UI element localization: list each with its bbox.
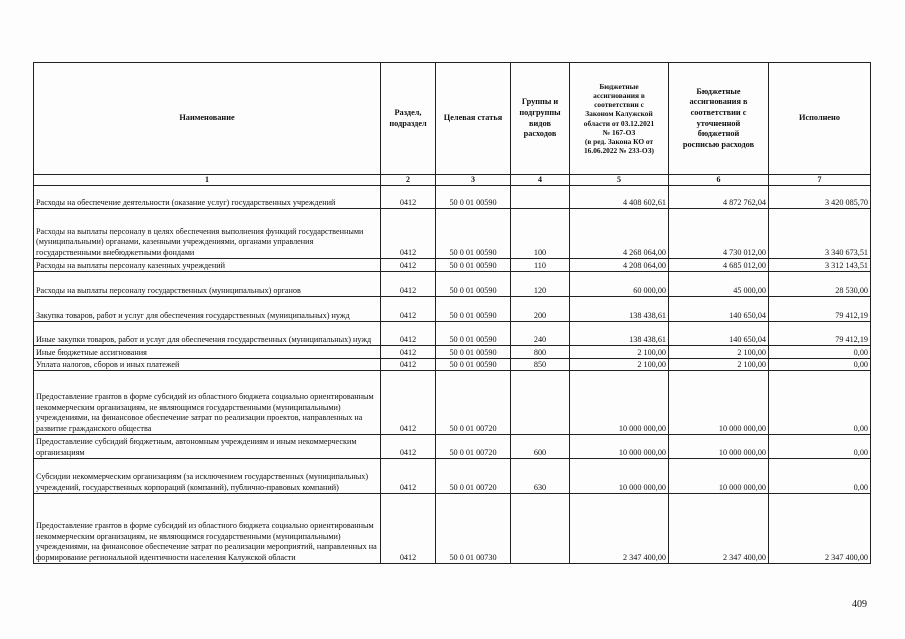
table-row [34, 371, 871, 435]
row-target-article: 50 0 01 00720 [436, 459, 511, 494]
header-revised-line: росписью расходов [682, 139, 755, 149]
header-section: Раздел, подраздел [381, 63, 436, 175]
row-target-article: 50 0 01 00590 [436, 322, 511, 346]
row-name: Предоставление грантов в форме субсидий из областного бюджета социально ориентированным некоммерческим организациям, не являющимся государственными (муниципальными) учреждениями, на финансовое обеспечение затрат по реализации проектов, направленных на развитие гражданского общества [34, 371, 381, 435]
table-row [34, 259, 871, 272]
row-revised-allocation: 10 000 000,00 [669, 435, 769, 459]
row-revised-allocation: 2 100,00 [669, 359, 769, 371]
header-revised-line: соответствии с [690, 107, 747, 117]
row-executed: 0,00 [769, 435, 871, 459]
row-section: 0412 [381, 459, 436, 494]
row-section: 0412 [381, 346, 436, 359]
table-row [34, 359, 871, 371]
column-number: 5 [570, 175, 669, 186]
table-body [34, 186, 871, 564]
row-executed: 79 412,19 [769, 297, 871, 322]
row-name: Расходы на обеспечение деятельности (оказание услуг) государственных учреждений [34, 186, 381, 209]
row-target-article: 50 0 01 00730 [436, 494, 511, 564]
row-section: 0412 [381, 322, 436, 346]
table-row [34, 297, 871, 322]
table-row [34, 209, 871, 259]
row-law-allocation: 2 347 400,00 [570, 494, 669, 564]
row-section: 0412 [381, 494, 436, 564]
header-revised-allocations [669, 63, 769, 175]
header-target: Целевая статья [436, 63, 511, 175]
row-section: 0412 [381, 186, 436, 209]
row-executed: 0,00 [769, 346, 871, 359]
column-number: 4 [511, 175, 570, 186]
row-target-article: 50 0 01 00720 [436, 371, 511, 435]
row-target-article: 50 0 01 00590 [436, 259, 511, 272]
column-number: 1 [34, 175, 381, 186]
header-row [34, 63, 871, 175]
row-name: Расходы на выплаты персоналу казенных учреждений [34, 259, 381, 272]
row-revised-allocation: 140 650,04 [669, 297, 769, 322]
row-name: Иные закупки товаров, работ и услуг для обеспечения государственных (муниципальных) нужд [34, 322, 381, 346]
column-number: 7 [769, 175, 871, 186]
row-law-allocation: 2 100,00 [570, 359, 669, 371]
page-number: 409 [852, 599, 867, 610]
row-executed: 2 347 400,00 [769, 494, 871, 564]
row-target-article: 50 0 01 00590 [436, 209, 511, 259]
row-executed: 28 530,00 [769, 272, 871, 297]
row-executed: 0,00 [769, 459, 871, 494]
row-law-allocation: 4 408 602,61 [570, 186, 669, 209]
row-section: 0412 [381, 272, 436, 297]
row-section: 0412 [381, 209, 436, 259]
row-revised-allocation: 2 100,00 [669, 346, 769, 359]
row-expense-group: 800 [511, 346, 570, 359]
row-revised-allocation: 45 000,00 [669, 272, 769, 297]
column-number: 2 [381, 175, 436, 186]
table-row [34, 435, 871, 459]
row-law-allocation: 138 438,61 [570, 297, 669, 322]
header-revised-line: бюджетной [697, 129, 740, 139]
header-law-line: № 167-ОЗ [602, 127, 636, 137]
row-expense-group: 850 [511, 359, 570, 371]
row-name: Уплата налогов, сборов и иных платежей [34, 359, 381, 371]
row-expense-group [511, 186, 570, 209]
budget-table [33, 62, 871, 564]
row-target-article: 50 0 01 00590 [436, 297, 511, 322]
row-executed: 3 420 085,70 [769, 186, 871, 209]
row-executed: 3 340 673,51 [769, 209, 871, 259]
row-revised-allocation: 10 000 000,00 [669, 459, 769, 494]
table-row [34, 186, 871, 209]
row-law-allocation: 4 268 064,00 [570, 209, 669, 259]
row-law-allocation: 60 000,00 [570, 272, 669, 297]
row-law-allocation: 10 000 000,00 [570, 435, 669, 459]
header-law-line: ассигнования в [593, 90, 645, 100]
row-expense-group: 200 [511, 297, 570, 322]
row-section: 0412 [381, 371, 436, 435]
header-law-line: (в ред. Закона КО от [584, 137, 654, 146]
row-target-article: 50 0 01 00590 [436, 359, 511, 371]
row-executed: 79 412,19 [769, 322, 871, 346]
row-executed: 3 312 143,51 [769, 259, 871, 272]
row-name: Иные бюджетные ассигнования [34, 346, 381, 359]
header-law-line: Законом Калужской [585, 109, 653, 119]
row-name: Закупка товаров, работ и услуг для обеспечения государственных (муниципальных) нужд [34, 297, 381, 322]
row-revised-allocation: 10 000 000,00 [669, 371, 769, 435]
header-law-line: 16.06.2022 № 233-ОЗ) [583, 146, 655, 156]
row-name: Расходы на выплаты персоналу государственных (муниципальных) органов [34, 272, 381, 297]
row-expense-group: 120 [511, 272, 570, 297]
table-row [34, 346, 871, 359]
header-executed: Исполнено [769, 63, 871, 175]
row-expense-group: 240 [511, 322, 570, 346]
header-law-line: области от 03.12.2021 [583, 118, 655, 128]
header-revised-line: Бюджетные [696, 86, 741, 96]
row-expense-group: 630 [511, 459, 570, 494]
row-law-allocation: 138 438,61 [570, 322, 669, 346]
row-law-allocation: 10 000 000,00 [570, 459, 669, 494]
row-name: Предоставление субсидий бюджетным, автономным учреждениям и иным некоммерческим организациям [34, 435, 381, 459]
row-revised-allocation: 4 872 762,04 [669, 186, 769, 209]
table-row [34, 272, 871, 297]
header-groups: Группы и подгруппы видов расходов [511, 63, 570, 175]
row-expense-group: 110 [511, 259, 570, 272]
row-revised-allocation: 140 650,04 [669, 322, 769, 346]
row-name: Расходы на выплаты персоналу в целях обеспечения выполнения функций государственными (муниципальными) органами, казенными учреждениями, органами управления государственными внебюджетными фондами [34, 209, 381, 259]
row-revised-allocation: 2 347 400,00 [669, 494, 769, 564]
row-law-allocation: 10 000 000,00 [570, 371, 669, 435]
table-row [34, 459, 871, 494]
row-section: 0412 [381, 259, 436, 272]
row-section: 0412 [381, 359, 436, 371]
row-target-article: 50 0 01 00720 [436, 435, 511, 459]
table-row [34, 494, 871, 564]
column-number: 3 [436, 175, 511, 186]
header-revised-line: ассигнования в [689, 97, 748, 107]
row-name: Субсидии некоммерческим организациям (за исключением государственных (муниципальных) учреждений, государственных корпораций (компаний), публично-правовых компаний) [34, 459, 381, 494]
header-revised-line: уточненной [696, 118, 741, 128]
column-number-row [34, 175, 871, 186]
row-target-article: 50 0 01 00590 [436, 186, 511, 209]
header-law-allocations [570, 63, 669, 175]
row-law-allocation: 2 100,00 [570, 346, 669, 359]
row-revised-allocation: 4 730 012,00 [669, 209, 769, 259]
row-section: 0412 [381, 435, 436, 459]
row-executed: 0,00 [769, 371, 871, 435]
row-target-article: 50 0 01 00590 [436, 346, 511, 359]
row-expense-group [511, 494, 570, 564]
column-number: 6 [669, 175, 769, 186]
row-expense-group: 100 [511, 209, 570, 259]
row-target-article: 50 0 01 00590 [436, 272, 511, 297]
header-law-line: соответствии с [594, 100, 644, 109]
row-name: Предоставление грантов в форме субсидий из областного бюджета социально ориентированным некоммерческим организациям, не являющимся государственными (муниципальными) учреждениями, на финансовое обеспечение затрат по реализации мероприятий, направленных на формирование региональной идентичности населения Калужской области [34, 494, 381, 564]
row-expense-group [511, 371, 570, 435]
row-law-allocation: 4 208 064,00 [570, 259, 669, 272]
table-row [34, 322, 871, 346]
header-name: Наименование [34, 63, 381, 175]
row-section: 0412 [381, 297, 436, 322]
row-revised-allocation: 4 685 012,00 [669, 259, 769, 272]
row-executed: 0,00 [769, 359, 871, 371]
header-law-line: Бюджетные [599, 81, 639, 91]
row-expense-group: 600 [511, 435, 570, 459]
